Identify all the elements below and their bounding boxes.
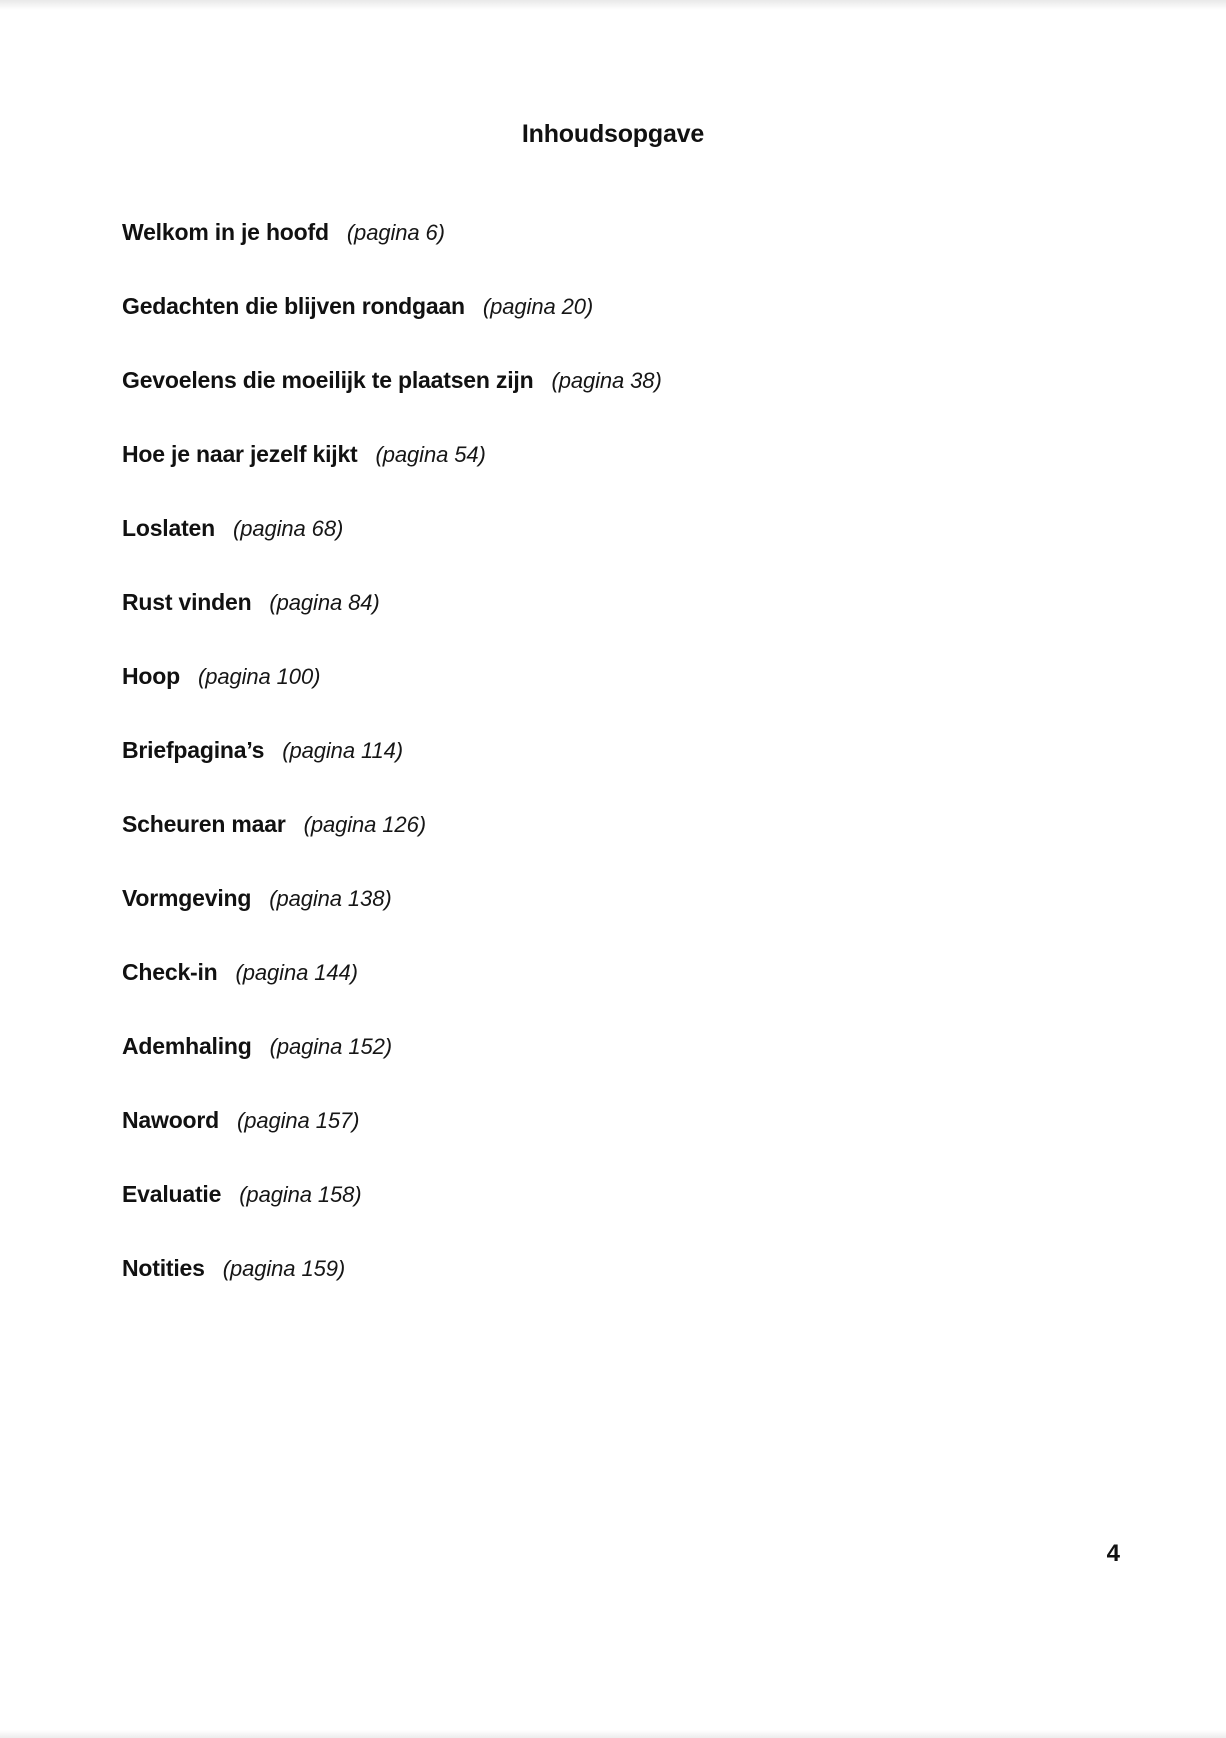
list-item[interactable] [0, 713, 1226, 787]
toc-page-reference: (pagina 126) [303, 812, 426, 837]
toc-chapter-title: Notities [122, 1255, 205, 1281]
toc-page-reference: (pagina 20) [482, 294, 594, 319]
list-item[interactable] [0, 565, 1226, 639]
toc-page-reference: (pagina 100) [197, 664, 321, 689]
toc-chapter-title: Gedachten die blijven rondgaan [122, 293, 465, 319]
list-item[interactable] [0, 195, 1226, 269]
toc-page-reference: (pagina 54) [375, 442, 486, 467]
toc-page-reference: (pagina 158) [239, 1182, 362, 1207]
toc-page-reference: (pagina 144) [235, 960, 358, 985]
toc-chapter-title: Briefpagina’s [122, 737, 265, 763]
page-number: 4 [1106, 1540, 1120, 1567]
list-item[interactable] [0, 861, 1226, 935]
list-item[interactable] [0, 417, 1226, 491]
toc-page-reference: (pagina 138) [269, 886, 392, 911]
toc-chapter-title: Gevoelens die moeilijk te plaatsen zijn [122, 367, 534, 393]
toc-page-reference: (pagina 159) [222, 1256, 346, 1281]
toc-chapter-title: Hoop [122, 663, 180, 689]
toc-chapter-title: Hoe je naar jezelf kijkt [122, 441, 358, 467]
toc-page-reference: (pagina 114) [282, 738, 403, 763]
table-of-contents [0, 195, 1226, 1305]
list-item[interactable] [0, 639, 1226, 713]
toc-chapter-title: Rust vinden [122, 589, 252, 615]
toc-page-reference: (pagina 84) [269, 590, 380, 615]
toc-chapter-title: Ademhaling [122, 1033, 252, 1059]
list-item[interactable] [0, 1157, 1226, 1231]
list-item[interactable] [0, 787, 1226, 861]
list-item[interactable] [0, 935, 1226, 1009]
toc-page-reference: (pagina 68) [232, 516, 344, 541]
list-item[interactable] [0, 1083, 1226, 1157]
page-title: Inhoudsopgave [521, 120, 705, 148]
list-item[interactable] [0, 343, 1226, 417]
toc-chapter-title: Welkom in je hoofd [122, 219, 329, 245]
list-item[interactable] [0, 1009, 1226, 1083]
toc-chapter-title: Nawoord [122, 1107, 219, 1133]
toc-page-reference: (pagina 152) [269, 1034, 392, 1059]
toc-page-reference: (pagina 6) [346, 220, 445, 245]
toc-chapter-title: Scheuren maar [122, 811, 286, 837]
list-item[interactable] [0, 491, 1226, 565]
toc-page-reference: (pagina 38) [551, 368, 662, 393]
toc-chapter-title: Evaluatie [122, 1181, 222, 1207]
toc-chapter-title: Loslaten [122, 515, 215, 541]
list-item[interactable] [0, 269, 1226, 343]
toc-chapter-title: Vormgeving [122, 885, 252, 911]
list-item[interactable] [0, 1231, 1226, 1305]
toc-chapter-title: Check-in [122, 959, 218, 985]
toc-page-reference: (pagina 157) [237, 1108, 360, 1133]
